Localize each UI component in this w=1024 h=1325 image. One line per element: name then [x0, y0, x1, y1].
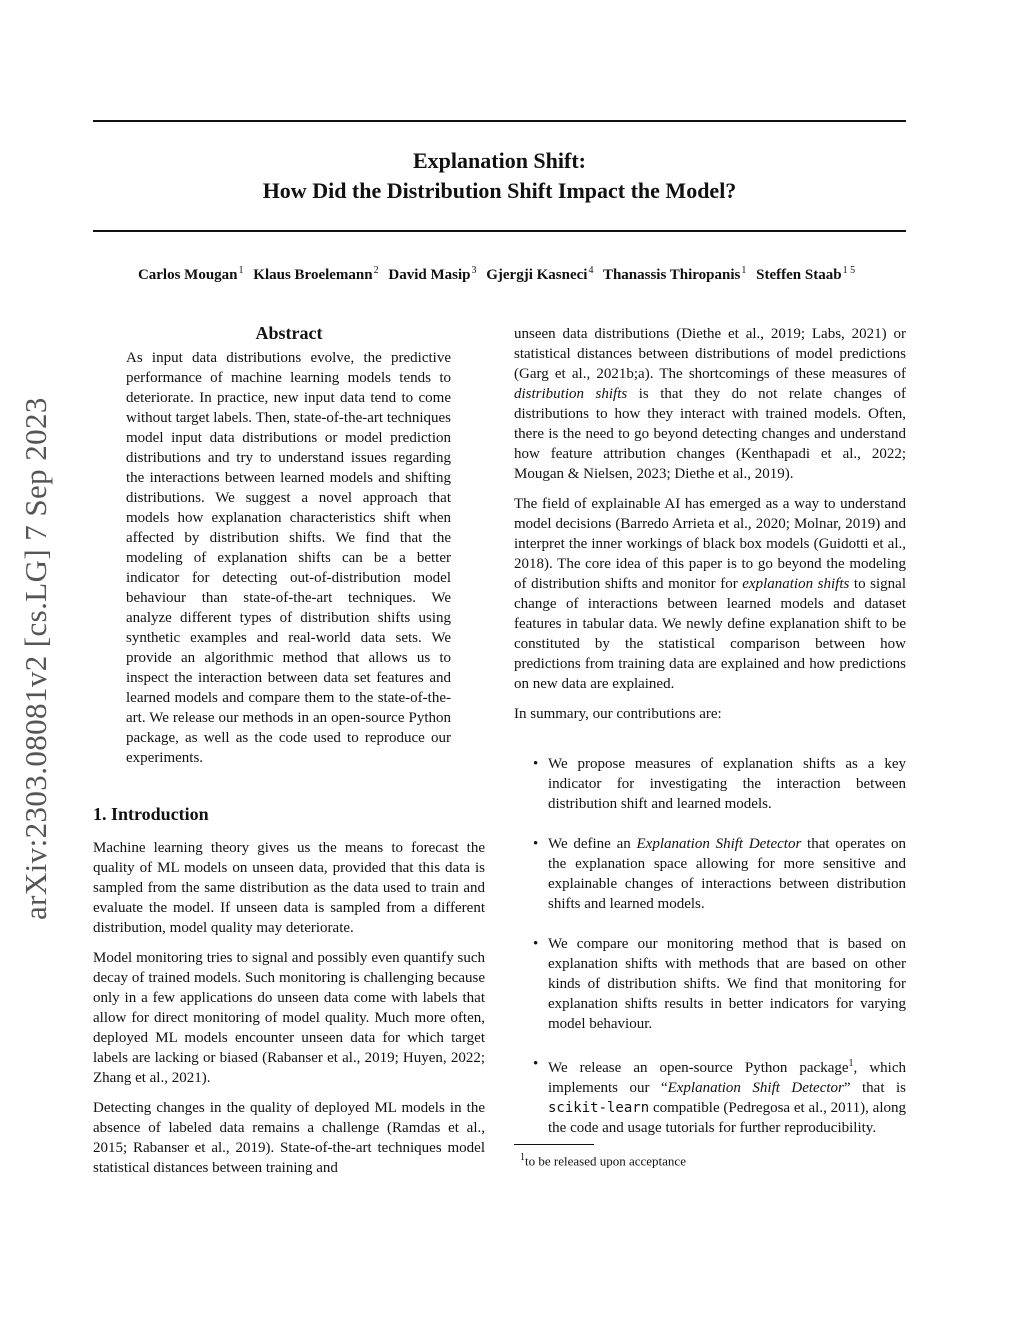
list-item: • We release an open-source Python package$^1$, which implements our “Explanation Shift Detector” that is scikit-learn compatible (Pedregosa et al., 2011), along the code and usage tutorials for further reproducibility.: [514, 1054, 906, 1138]
paper-title: [93, 146, 906, 206]
author-name: Steffen Staab: [756, 267, 842, 283]
introduction-heading: 1. Introduction: [93, 804, 209, 824]
intro-paragraph: Machine learning theory gives us the means to forecast the quality of ML models on unseen data, provided that this data is sampled from the same distribution as the data used to train and evaluate the model. If unseen data is sampled from a different distribution, model quality may deteriorate.: [93, 840, 485, 936]
contributions-intro: In summary, our contributions are:: [514, 706, 722, 722]
author-affiliation: 1: [238, 265, 244, 276]
author-list: [93, 265, 906, 284]
list-item: • We define an Explanation Shift Detector that operates on the explanation space allowing for more sensitive and explainable changes of interactions between distribution shifts and learned models.: [514, 834, 906, 914]
author-name: Gjergji Kasneci: [486, 267, 588, 283]
author-affiliation: 1: [741, 265, 747, 276]
author-affiliation: 2: [373, 265, 379, 276]
intro-paragraph: Detecting changes in the quality of deployed ML models in the absence of labeled data remains a challenge (Ramdas et al., 2015; Rabanser et al., 2019). State-of-the-art techniques model statistical distances between training and: [93, 1100, 485, 1176]
body-paragraph: The field of explainable AI has emerged as a way to understand model decisions (Barredo Arrieta et al., 2020; Molnar, 2019) and interpret the inner workings of black box models (Guidotti et al., 2018). The core idea of this paper is to go beyond the modeling of distribution shifts and monitor for explanation shifts to signal change of interactions between learned models and dataset features in tabular data. We newly define explanation shift to be constituted by the statistical comparison between how predictions from training data are explained and how predictions on new data are explained.: [514, 496, 906, 692]
code-snippet: scikit-learn: [548, 1100, 650, 1116]
footnote-marker: 1: [848, 1058, 854, 1069]
list-item: • We propose measures of explanation shifts as a key indicator for investigating the interaction between distribution shift and learned models.: [514, 754, 906, 814]
title-top-rule: [93, 120, 906, 122]
right-column: [514, 324, 906, 1169]
list-item: • We compare our monitoring method that is based on explanation shifts with methods that are based on other kinds of distribution shifts. We find that monitoring for explanation shifts results in better indicators for varying model behaviour.: [514, 934, 906, 1034]
author-name: Klaus Broelemann: [253, 267, 373, 283]
intro-paragraph: Model monitoring tries to signal and possibly even quantify such decay of trained models. Such monitoring is challenging because only in a few applications do unseen data come with labels that allow for direct monitoring of model quality. Much more often, deployed ML models encounter unseen data for which target labels are lacking or biased (Rabanser et al., 2019; Huyen, 2022; Zhang et al., 2021).: [93, 950, 485, 1086]
title-bottom-rule: [93, 230, 906, 232]
body-paragraph: unseen data distributions (Diethe et al., 2019; Labs, 2021) or statistical distances between distributions of model predictions (Garg et al., 2021b;a). The shortcomings of these measures of distribution shifts is that they do not relate changes of distributions to how they interact with trained models. Often, there is the need to go beyond detecting changes and understand how feature attribution changes (Kenthapadi et al., 2022; Mougan & Nielsen, 2023; Diethe et al., 2019).: [514, 326, 906, 482]
footnote: $^1$to be released upon acceptance: [520, 1152, 686, 1169]
title-line-2: How Did the Distribution Shift Impact the Model?: [262, 178, 737, 203]
left-column: [93, 321, 485, 1188]
author-name: Carlos Mougan: [137, 267, 238, 283]
title-line-1: Explanation Shift:: [413, 148, 586, 173]
author-affiliation: 1 5: [842, 265, 856, 276]
abstract-text: As input data distributions evolve, the predictive performance of machine learning models tends to deteriorate. In practice, new input data tend to come without target labels. Then, state-of-the-art techniques model input data distributions or model prediction distributions and try to understand issues regarding the interactions between learned models and shifting distributions. We suggest a novel approach that models how explanation characteristics shift when affected by distribution shifts. We find that the modeling of explanation shifts can be a better indicator for detecting out-of-distribution model behaviour than state-of-the-art techniques. We analyze different types of distribution shifts using synthetic examples and real-world data sets. We provide an algorithmic method that allows us to inspect the interaction between data set features and learned models and compare them to the state-of-the-art. We release our methods in an open-source Python package, as well as the code used to reproduce our experiments.: [126, 350, 451, 766]
contributions-list: [514, 754, 906, 1138]
arxiv-identifier: arXiv:2303.08081v2 [cs.LG] 7 Sep 2023: [18, 397, 53, 920]
abstract-heading: Abstract: [255, 323, 323, 343]
footnote-rule: [514, 1144, 594, 1145]
author-name: David Masip: [388, 267, 471, 283]
author-affiliation: 3: [471, 265, 477, 276]
author-affiliation: 4: [588, 265, 594, 276]
author-name: Thanassis Thiropanis: [602, 267, 741, 283]
